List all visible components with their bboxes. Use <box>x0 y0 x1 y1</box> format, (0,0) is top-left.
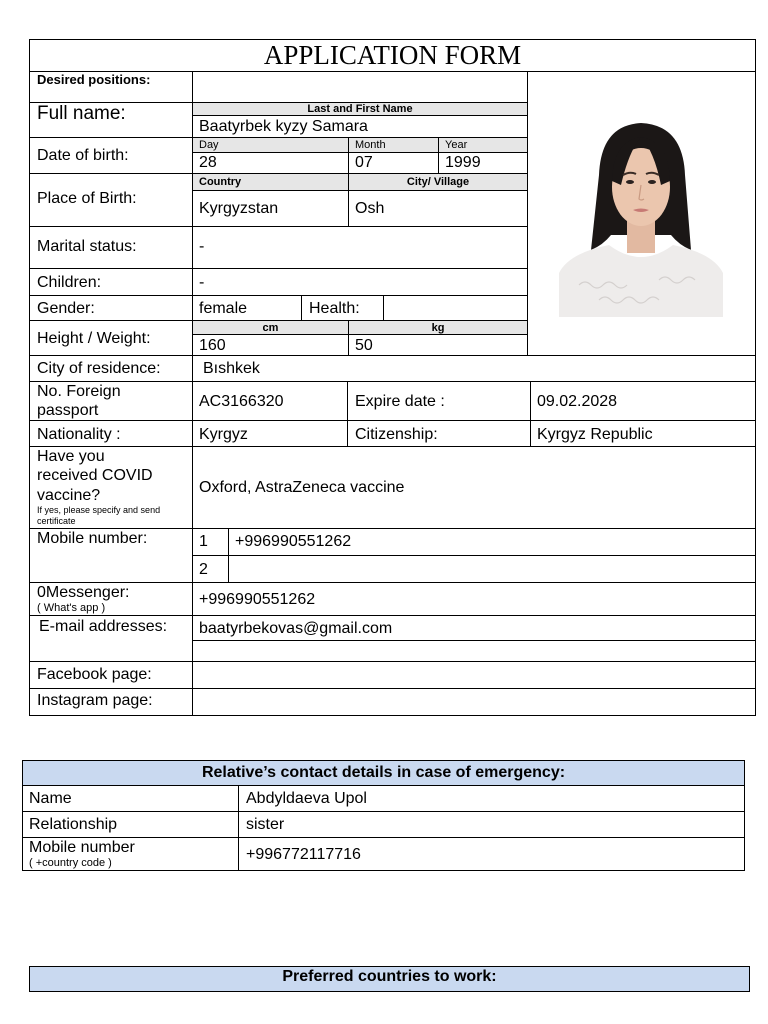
dob-year-label: Year <box>445 139 468 151</box>
full-name-label: Full name: <box>37 103 126 124</box>
emergency-name-value: Abdyldaeva Upol <box>246 790 367 807</box>
applicant-photo-portrait-icon <box>559 115 723 317</box>
expire-date-value: 09.02.2028 <box>537 393 618 410</box>
desired-positions-label: Desired positions: <box>37 72 151 87</box>
pob-country-value: Kyrgyzstan <box>199 200 279 217</box>
weight-unit-label: kg <box>431 322 445 334</box>
gender-value: female <box>199 300 248 317</box>
covid-note-line2: certificate <box>37 516 76 526</box>
health-label: Health: <box>309 300 360 317</box>
city-residence-value: Bıshkek <box>203 360 260 377</box>
messenger-sublabel: ( What's app ) <box>37 602 106 614</box>
mobile-number-label: Mobile number: <box>37 530 148 547</box>
instagram-label: Instagram page: <box>37 692 153 709</box>
mobile-index-2: 2 <box>199 561 208 578</box>
preferred-countries-text: Preferred countries to work: <box>282 968 497 985</box>
emergency-header-text: Relative’s contact details in case of emergency: <box>201 764 566 781</box>
pob-city-value: Osh <box>355 200 385 217</box>
pob-label: Place of Birth: <box>37 190 137 207</box>
applicant-photo <box>559 115 723 317</box>
passport-label-line2: passport <box>37 402 99 419</box>
city-residence-label: City of residence: <box>37 360 161 377</box>
height-weight-label: Height / Weight: <box>37 330 151 347</box>
covid-note-line1: If yes, please specify and send <box>37 505 161 515</box>
emergency-mobile-label: Mobile number <box>29 839 135 856</box>
dob-year-value: 1999 <box>445 154 481 171</box>
facebook-label: Facebook page: <box>37 666 152 683</box>
height-value: 160 <box>199 337 226 354</box>
dob-month-value: 07 <box>355 154 373 171</box>
height-unit-label: cm <box>262 322 279 334</box>
emergency-mobile-sublabel: ( +country code ) <box>29 857 112 869</box>
covid-label-line3: vaccine? <box>37 487 101 504</box>
emergency-relationship-value: sister <box>246 816 285 833</box>
full-name-value: Baatyrbek kyzy Samara <box>199 118 368 135</box>
email-value: baatyrbekovas@gmail.com <box>199 620 393 637</box>
marital-status-label: Marital status: <box>37 238 137 255</box>
covid-label-line1: Have you <box>37 448 105 465</box>
dob-day-value: 28 <box>199 154 217 171</box>
citizenship-label: Citizenship: <box>355 426 438 443</box>
messenger-value: +996990551262 <box>199 591 316 608</box>
emergency-name-label: Name <box>29 790 72 807</box>
weight-value: 50 <box>355 337 373 354</box>
citizenship-value: Kyrgyz Republic <box>537 426 653 443</box>
expire-date-label: Expire date : <box>355 393 445 410</box>
children-label: Children: <box>37 274 102 291</box>
form-title: APPLICATION FORM <box>263 40 522 70</box>
pob-country-label: Country <box>199 176 242 188</box>
full-name-sublabel: Last and First Name <box>307 103 413 115</box>
email-label: E-mail addresses: <box>39 618 168 635</box>
mobile-value-1: +996990551262 <box>235 533 352 550</box>
emergency-table <box>22 785 745 871</box>
pob-city-label: City/ Village <box>406 176 470 188</box>
covid-label-line2: received COVID <box>37 467 153 484</box>
mobile-index-1: 1 <box>199 533 208 550</box>
covid-value: Oxford, AstraZeneca vaccine <box>199 479 405 496</box>
passport-value: AC3166320 <box>199 393 284 410</box>
passport-label-line1: No. Foreign <box>37 383 121 400</box>
emergency-mobile-value: +996772117716 <box>246 846 361 863</box>
dob-month-label: Month <box>355 139 386 151</box>
dob-label: Date of birth: <box>37 147 129 164</box>
emergency-relationship-label: Relationship <box>29 816 118 833</box>
nationality-label: Nationality : <box>37 426 121 443</box>
nationality-value: Kyrgyz <box>199 426 248 443</box>
gender-label: Gender: <box>37 300 95 317</box>
marital-status-value: - <box>199 238 205 255</box>
dob-day-label: Day <box>199 139 219 151</box>
children-value: - <box>199 274 205 291</box>
messenger-label: 0Messenger: <box>37 584 130 601</box>
